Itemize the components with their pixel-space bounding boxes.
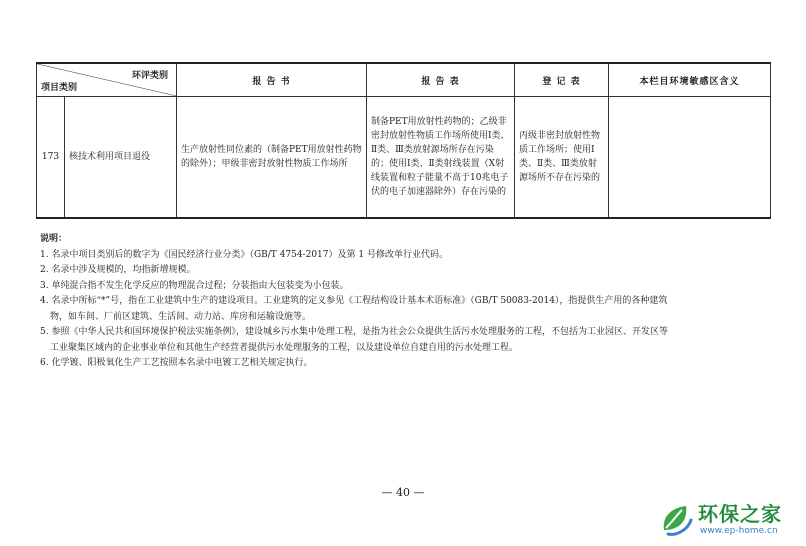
note-item-continued: 工业聚集区域内的企业事业单位和其他生产经营者提供污水处理服务的工程，以及建设单位自建自用的污水处理工程。 <box>50 342 519 353</box>
header-report-form: 报 告 表 <box>367 63 515 97</box>
row-report-book: 生产放射性同位素的（制备PET用放射性药物的除外）；甲级非密封放射性物质工作场所 <box>177 97 367 219</box>
header-register: 登 记 表 <box>515 63 609 97</box>
header-report-book: 报 告 书 <box>177 63 367 97</box>
header-project-label: 项目类别 <box>41 83 78 93</box>
table-row <box>37 97 771 219</box>
leaf-logo-icon <box>658 500 696 538</box>
note-item: 4. 名录中所标“*”号，指在工业建筑中生产的建设项目。工业建筑的定义参见《工程结构设计基本术语标准》（GB/T 50083-2014），指提供生产用的各种建筑 <box>40 296 668 306</box>
row-register: 丙级非密封放射性物质工作场所；使用Ⅰ类、Ⅱ类、Ⅲ类放射源场所不存在污染的 <box>515 97 609 219</box>
notes-title: 说明： <box>40 234 68 244</box>
row-sensitive-area <box>609 97 771 219</box>
table-header-row <box>37 63 771 97</box>
notes-section <box>40 232 780 372</box>
logo-url: www.ep-home.cn <box>700 526 778 536</box>
row-number: 173 <box>37 97 65 219</box>
page-number: — 40 — <box>381 486 425 499</box>
note-item: 5. 参照《中华人民共和国环境保护税法实施条例》，建设城乡污水集中处理工程，是指为社会公众提供生活污水处理服务的工程，不包括为工业园区、开发区等 <box>40 327 668 337</box>
header-category-label: 环评类别 <box>131 71 168 81</box>
classification-table <box>36 62 771 219</box>
note-item-continued: 物，如车间、厂前区建筑、生活间、动力站、库房和运输设施等。 <box>50 311 312 322</box>
watermark-logo <box>658 496 798 542</box>
note-item: 6. 化学镀、阳极氧化生产工艺按照本名录中电镀工艺相关规定执行。 <box>40 358 313 368</box>
row-report-form: 制备PET用放射性药物的；乙级非密封放射性物质工作场所使用Ⅰ类、Ⅱ类、Ⅲ类放射源场所存在污染的；使用Ⅰ类、Ⅱ类射线装置（X射线装置和粒子能量不高于10兆电子伏的电子加速器除外）存在污染的 <box>367 97 515 219</box>
note-item: 1. 名录中项目类别后的数字为《国民经济行业分类》（GB/T 4754-2017）及第 1 号修改单行业代码。 <box>40 249 448 260</box>
note-item: 3. 单纯混合指不发生化学反应的物理混合过程；分装指由大包装变为小包装。 <box>40 280 349 291</box>
note-item: 2. 名录中涉及规模的，均指新增规模。 <box>40 265 196 275</box>
logo-name: 环保之家 <box>698 502 782 526</box>
diagonal-header-cell <box>37 63 177 97</box>
row-project-name: 核技术利用项目退役 <box>65 97 177 219</box>
header-sensitive-area: 本栏目环境敏感区含义 <box>609 63 771 97</box>
